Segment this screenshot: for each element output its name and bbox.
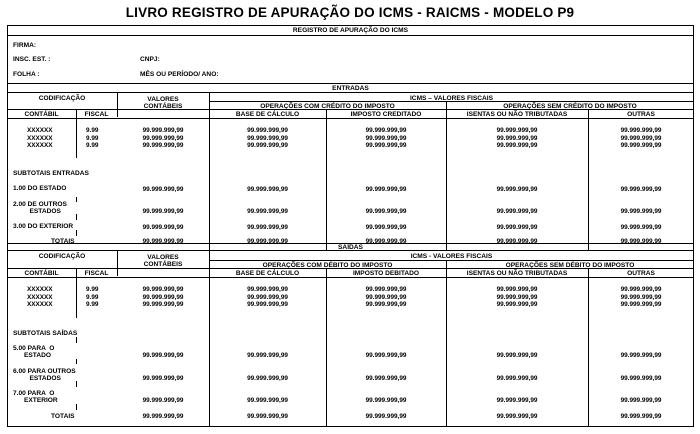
totais-isentas: 99.999.999,99 xyxy=(496,413,538,420)
sub-row-isentas: 99.999.999,99 xyxy=(496,208,538,215)
entradas-codes: XXXXXX XXXXXX XXXXXX xyxy=(27,127,53,149)
saidas-valores-contabeis: VALORES CONTÁBEIS xyxy=(143,254,183,268)
saidas-outras-values: 99.999.999,99 99.999.999,99 99.999.999,99 xyxy=(620,286,662,308)
saidas-isentas-values: 99.999.999,99 99.999.999,99 99.999.999,99 xyxy=(496,286,538,308)
sub-row-label: 5.00 PARA O ESTADO xyxy=(13,345,55,359)
sub-row-valores: 99.999.999,99 xyxy=(142,375,184,382)
sub-row-label: 7.00 PARA O EXTERIOR xyxy=(13,390,58,404)
sub-row-imposto: 99.999.999,99 xyxy=(365,224,407,231)
sub-row-imposto: 99.999.999,99 xyxy=(365,208,407,215)
saidas-outras: OUTRAS xyxy=(627,270,655,277)
entradas-outras: OUTRAS xyxy=(627,111,655,118)
firma-label: FIRMA: xyxy=(13,42,37,49)
divider xyxy=(76,109,77,158)
sub-row-isentas: 99.999.999,99 xyxy=(496,375,538,382)
sub-row-outras: 99.999.999,99 xyxy=(620,352,662,359)
sub-row-imposto: 99.999.999,99 xyxy=(365,352,407,359)
sub-row-outras: 99.999.999,99 xyxy=(620,224,662,231)
divider xyxy=(76,268,77,318)
entradas-ops-com-credito: OPERAÇÕES COM CRÉDITO DO IMPOSTO xyxy=(260,103,395,110)
saidas-title: SAÍDAS xyxy=(338,244,363,251)
sub-row-label: 3.00 DO EXTERIOR xyxy=(13,223,74,230)
totais-isentas: 99.999.999,99 xyxy=(496,238,538,245)
tick xyxy=(76,230,77,236)
insc-est-label: INSC. EST. : xyxy=(13,56,51,63)
sub-row-base: 99.999.999,99 xyxy=(247,224,288,231)
entradas-imposto-creditado: IMPOSTO CREDITADO xyxy=(350,111,422,118)
saidas-imposto-values: 99.999.999,99 99.999.999,99 99.999.999,99 xyxy=(365,286,407,308)
sub-row-imposto: 99.999.999,99 xyxy=(365,186,407,193)
entradas-valores-contabeis: VALORES CONTÁBEIS xyxy=(143,96,183,110)
sub-row-imposto: 99.999.999,99 xyxy=(365,375,407,382)
entradas-contabil: CONTÁBIL xyxy=(24,111,59,118)
sub-row-label: 1.00 DO ESTADO xyxy=(13,185,67,192)
sub-row-imposto: 99.999.999,99 xyxy=(365,397,407,404)
divider xyxy=(7,92,694,93)
entradas-fiscal: FISCAL xyxy=(84,111,109,118)
totais-imposto: 99.999.999,99 xyxy=(365,413,407,420)
saidas-icms-valores-fiscais: ICMS - VALORES FISCAIS xyxy=(410,253,493,260)
divider xyxy=(209,101,694,102)
sub-row-valores: 99.999.999,99 xyxy=(142,186,184,193)
sub-row-isentas: 99.999.999,99 xyxy=(496,186,538,193)
entradas-subtotais: SUBTOTAIS ENTRADAS xyxy=(13,170,89,177)
form-subtitle: REGISTRO DE APURAÇÃO DO ICMS xyxy=(292,27,409,34)
divider xyxy=(7,35,694,36)
tick xyxy=(76,214,77,220)
totais-label: TOTAIS xyxy=(51,238,75,245)
totais-base: 99.999.999,99 xyxy=(247,238,288,245)
totais-outras: 99.999.999,99 xyxy=(620,238,662,245)
sub-row-outras: 99.999.999,99 xyxy=(620,397,662,404)
divider xyxy=(117,92,118,117)
sub-row-label: 2.00 DE OUTROS ESTADOS xyxy=(13,201,67,215)
entradas-ops-sem-credito: OPERAÇÕES SEM CRÉDITO DO IMPOSTO xyxy=(503,103,637,110)
totais-imposto: 99.999.999,99 xyxy=(365,238,407,245)
entradas-imposto-values: 99.999.999,99 99.999.999,99 99.999.999,99 xyxy=(365,127,407,149)
mes-periodo-label: MÊS OU PERÍODO/ ANO: xyxy=(140,71,219,78)
saidas-subtotais: SUBTOTAIS SAÍDAS xyxy=(13,330,78,337)
saidas-base-values: 99.999.999,99 99.999.999,99 99.999.999,99 xyxy=(247,286,288,308)
folha-label: FOLHA : xyxy=(13,71,40,78)
saidas-codificacao: CODIFICAÇÃO xyxy=(38,253,86,260)
sub-row-valores: 99.999.999,99 xyxy=(142,208,184,215)
tick xyxy=(76,381,77,387)
saidas-valores: 99.999.999,99 99.999.999,99 99.999.999,99 xyxy=(142,286,184,308)
saidas-ops-sem-debito: OPERAÇÕES SEM DÉBITO DO IMPOSTO xyxy=(505,262,635,269)
sub-row-isentas: 99.999.999,99 xyxy=(496,224,538,231)
totais-valores: 99.999.999,99 xyxy=(142,238,184,245)
sub-row-base: 99.999.999,99 xyxy=(247,397,288,404)
sub-row-outras: 99.999.999,99 xyxy=(620,186,662,193)
saidas-fiscal: FISCAL xyxy=(84,270,109,277)
divider xyxy=(7,109,694,110)
tick xyxy=(76,337,77,343)
entradas-codificacao: CODIFICAÇÃO xyxy=(38,95,86,102)
sub-row-valores: 99.999.999,99 xyxy=(142,352,184,359)
entradas-isentas: ISENTAS OU NÃO TRIBUTADAS xyxy=(466,111,568,118)
saidas-ops-com-debito: OPERAÇÕES COM DÉBITO DO IMPOSTO xyxy=(262,262,393,269)
totais-base: 99.999.999,99 xyxy=(247,413,288,420)
entradas-valores: 99.999.999,99 99.999.999,99 99.999.999,99 xyxy=(142,127,184,149)
sub-row-base: 99.999.999,99 xyxy=(247,186,288,193)
saidas-fiscal-codes: 9.99 9.99 9.99 xyxy=(86,286,99,308)
entradas-fiscal-codes: 9.99 9.99 9.99 xyxy=(86,127,99,149)
tick xyxy=(76,404,77,410)
divider xyxy=(117,250,118,276)
saidas-contabil: CONTÁBIL xyxy=(24,270,59,277)
tick xyxy=(76,359,77,364)
sub-row-isentas: 99.999.999,99 xyxy=(496,352,538,359)
sub-row-base: 99.999.999,99 xyxy=(247,352,288,359)
saidas-imposto-debitado: IMPOSTO DEBITADO xyxy=(352,270,420,277)
totais-outras: 99.999.999,99 xyxy=(620,413,662,420)
divider xyxy=(209,260,694,261)
totais-valores: 99.999.999,99 xyxy=(142,413,184,420)
divider xyxy=(7,268,694,269)
entradas-base-values: 99.999.999,99 99.999.999,99 99.999.999,99 xyxy=(247,127,288,149)
page-title: LIVRO REGISTRO DE APURAÇÃO DO ICMS - RAICMS - MODELO P9 xyxy=(125,5,575,20)
entradas-icms-valores-fiscais: ICMS – VALORES FISCAIS xyxy=(409,95,494,102)
divider xyxy=(7,277,694,278)
sub-row-base: 99.999.999,99 xyxy=(247,375,288,382)
entradas-title: ENTRADAS xyxy=(332,85,369,92)
entradas-outras-values: 99.999.999,99 99.999.999,99 99.999.999,99 xyxy=(620,127,662,149)
entradas-isentas-values: 99.999.999,99 99.999.999,99 99.999.999,99 xyxy=(496,127,538,149)
sub-row-isentas: 99.999.999,99 xyxy=(496,397,538,404)
divider xyxy=(7,83,694,84)
entradas-base-calculo: BASE DE CÁLCULO xyxy=(235,111,300,118)
sub-row-base: 99.999.999,99 xyxy=(247,208,288,215)
sub-row-label: 6.00 PARA OUTROS ESTADOS xyxy=(13,368,76,382)
saidas-isentas: ISENTAS OU NÃO TRIBUTADAS xyxy=(466,270,568,277)
sub-row-outras: 99.999.999,99 xyxy=(620,375,662,382)
sub-row-valores: 99.999.999,99 xyxy=(142,397,184,404)
saidas-base-calculo: BASE DE CÁLCULO xyxy=(235,270,300,277)
saidas-codes: XXXXXX XXXXXX XXXXXX xyxy=(27,286,53,308)
tick xyxy=(76,197,77,202)
cnpj-label: CNPJ: xyxy=(140,56,160,63)
sub-row-outras: 99.999.999,99 xyxy=(620,208,662,215)
divider xyxy=(7,118,694,119)
totais-label: TOTAIS xyxy=(51,413,75,420)
sub-row-valores: 99.999.999,99 xyxy=(142,224,184,231)
divider xyxy=(7,250,694,251)
